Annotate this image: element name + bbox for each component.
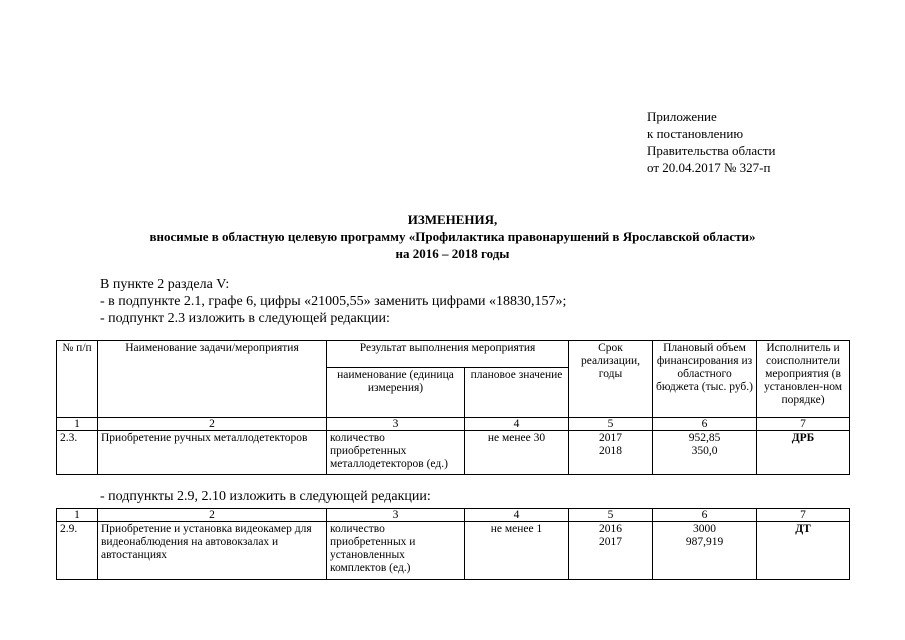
col-number: 7 [757,418,850,431]
col-number: 6 [653,418,757,431]
col-number: 6 [653,509,757,522]
row-name: Приобретение ручных металлодетекторов [98,431,327,475]
appendix-block [647,108,776,176]
table-row [57,431,850,475]
row-amounts [653,431,757,475]
header-num: № п/п [57,341,98,418]
column-number-row [57,418,850,431]
title-line-3: на 2016 – 2018 годы [395,246,510,261]
table-row [57,522,850,580]
appendix-line-1: Приложение [647,109,717,124]
col-number: 3 [327,418,465,431]
row-years [569,522,653,580]
row-executor: ДРБ [757,431,850,475]
row-amount-2: 350,0 [691,445,718,457]
intro-line-3: - подпункт 2.3 изложить в следующей редакции: [100,311,390,326]
mid-text: - подпункты 2.9, 2.10 изложить в следующей редакции: [100,489,431,504]
document-title [0,211,905,262]
row-amount-1: 3000 [693,523,716,535]
row-result-name: количество приобретенных и установленных комплектов (ед.) [327,522,465,580]
row-num: 2.3. [57,431,98,475]
col-number: 2 [98,418,327,431]
row-amount-1: 952,85 [688,432,721,444]
col-number: 3 [327,509,465,522]
row-amount-2: 987,919 [685,536,724,548]
appendix-line-2: к постановлению [647,126,744,141]
row-year-2: 2017 [599,536,622,548]
header-result-name: наименование (единица измерения) [327,368,465,418]
table-items-2-9-2-10 [56,508,850,580]
row-year-1: 2017 [599,432,623,444]
intro-line-1: В пункте 2 раздела V: [100,277,230,292]
col-number: 2 [98,509,327,522]
header-volume: Плановый объем финансирования из областного бюджета (тыс. руб.) [653,341,757,418]
col-number: 5 [569,418,653,431]
row-year-2: 2018 [599,445,623,457]
col-number: 7 [757,509,850,522]
header-result-value: плановое значение [465,368,569,418]
title-line-2: вносимые в областную целевую программу «Профилактика правонарушений в Ярославской области» [149,229,756,244]
row-years [569,431,653,475]
row-amounts [653,522,757,580]
intro-text [100,276,566,327]
appendix-line-4: от 20.04.2017 № 327-п [647,160,771,175]
header-name: Наименование задачи/мероприятия [98,341,327,418]
column-number-row [57,509,850,522]
row-result-value: не менее 30 [465,431,569,475]
row-name: Приобретение и установка видеокамер для видеонаблюдения на автовокзалах и автостанциях [98,522,327,580]
col-number: 1 [57,509,98,522]
header-executor: Исполнитель и соисполнители мероприятия (в установлен-ном порядке) [757,341,850,418]
intro-line-2: - в подпункте 2.1, графе 6, цифры «21005,55» заменить цифрами «18830,157»; [100,294,567,309]
title-main: ИЗМЕНЕНИЯ, [407,212,498,227]
row-executor: ДТ [757,522,850,580]
col-number: 5 [569,509,653,522]
row-year-1: 2016 [599,523,622,535]
table-item-2-3 [56,340,850,475]
col-number: 4 [465,509,569,522]
col-number: 4 [465,418,569,431]
row-num: 2.9. [57,522,98,580]
header-term: Срок реализации, годы [569,341,653,418]
col-number: 1 [57,418,98,431]
row-result-name: количество приобретенных металлодетекторов (ед.) [327,431,465,475]
row-result-value: не менее 1 [465,522,569,580]
header-result: Результат выполнения мероприятия [327,341,569,368]
appendix-line-3: Правительства области [647,143,776,158]
